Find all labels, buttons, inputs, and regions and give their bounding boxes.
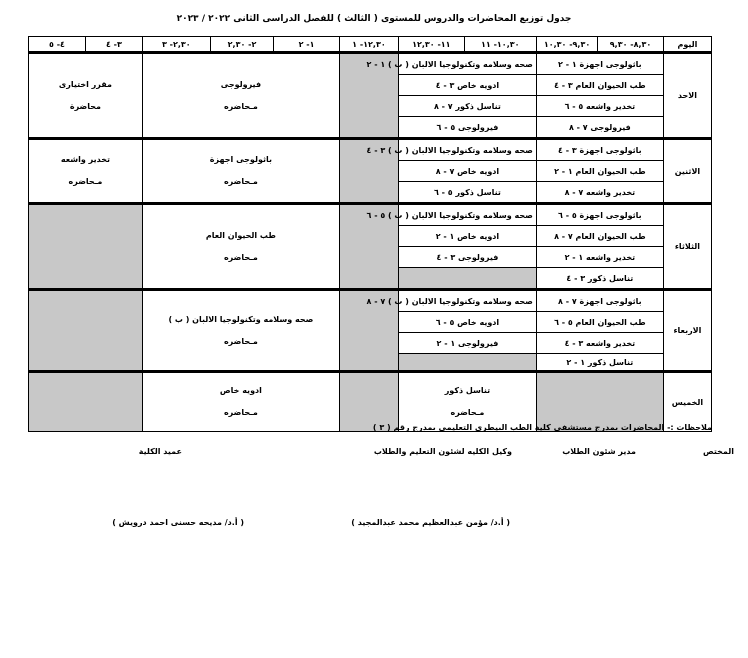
header-slot: ٢- ٢,٣٠ bbox=[210, 37, 273, 53]
empty-cell bbox=[398, 268, 536, 290]
mid-cell: تناسل ذكور ٥ - ٦ bbox=[398, 182, 536, 204]
morning-cell: تخدير واشعه ٥ - ٦ bbox=[536, 96, 663, 117]
schedule-table bbox=[28, 36, 712, 432]
page-title: جدول توزيع المحاضرات والدروس للمستوى ( الثالث ) للفصل الدراسى الثانى ٢٠٢٢ / ٢٠٢٣ bbox=[176, 14, 572, 24]
header-slot: ٢,٣٠- ٣ bbox=[142, 37, 210, 53]
lecture-title: تناسل ذكور bbox=[444, 386, 491, 395]
header-day: اليوم bbox=[663, 37, 711, 53]
mid-cell: فيرولوجى ٥ - ٦ bbox=[398, 117, 536, 139]
lecture-title: مقرر اختيارى bbox=[58, 79, 112, 89]
header-slot: ٨,٣٠- ٩,٣٠ bbox=[598, 37, 664, 53]
dean-name: ( أ.د/ مديحه حسنى احمد درويش ) bbox=[112, 518, 244, 527]
header-slot: ١- ٢ bbox=[274, 37, 340, 53]
lecture-cell bbox=[142, 139, 339, 204]
morning-cell: طب الحيوان العام ٧ - ٨ bbox=[536, 226, 663, 247]
signature-vice-dean: وكيل الكليه لشئون التعليم والطلاب bbox=[373, 447, 512, 456]
morning-cell: باثولوجى اجهزة ٧ - ٨ bbox=[536, 290, 663, 312]
lecture-cell bbox=[29, 139, 143, 204]
vice-dean-name: ( أ.د/ مؤمن عبدالعظيم محمد عبدالمجيد ) bbox=[351, 518, 510, 527]
morning-cell: طب الحيوان العام ٥ - ٦ bbox=[536, 312, 663, 333]
notes-text: المحاضرات بمدرج مستشفى كلية الطب البيطرى التعليمى بمدرج رقم ( ٣ ) bbox=[372, 423, 665, 432]
lecture-title: ادويه خاص bbox=[219, 386, 262, 395]
lecture-cell bbox=[142, 290, 339, 372]
day-thursday: الخميس bbox=[663, 372, 711, 432]
lecture-cell bbox=[142, 53, 339, 139]
morning-cell: باثولوجى اجهزة ٥ - ٦ bbox=[536, 204, 663, 226]
empty-cell bbox=[398, 354, 536, 372]
mid-cell: ادويه خاص ٧ - ٨ bbox=[398, 161, 536, 182]
morning-cell: طب الحيوان العام ١ - ٢ bbox=[536, 161, 663, 182]
day-monday: الاثنين bbox=[663, 139, 711, 204]
morning-cell: تخدير واشعه ٣ - ٤ bbox=[536, 333, 663, 354]
lecture-title: صحه وسلامه وتكنولوجيا الالبان ( ب ) bbox=[168, 314, 314, 324]
lecture-type: مـحاضره bbox=[450, 408, 485, 417]
lecture-cell bbox=[142, 204, 339, 290]
header-slot: ١٠,٣٠- ١١ bbox=[464, 37, 536, 53]
morning-cell: باثولوجى اجهزة ١ - ٢ bbox=[536, 53, 663, 75]
lecture-type: مـحاضره bbox=[223, 336, 258, 346]
mid-cell: صحه وسلامه وتكنولوجيا الالبان ( ب ) ١ - ٢ bbox=[398, 53, 536, 75]
mid-cell: صحه وسلامه وتكنولوجيا الالبان ( ب ) ٧ - ٨ bbox=[398, 290, 536, 312]
morning-cell: طب الحيوان العام ٣ - ٤ bbox=[536, 75, 663, 96]
morning-cell: باثولوجى اجهزة ٣ - ٤ bbox=[536, 139, 663, 161]
morning-cell: فيرولوجى ٧ - ٨ bbox=[536, 117, 663, 139]
monday-row bbox=[29, 139, 712, 161]
header-slot: ١١- ١٢,٣٠ bbox=[398, 37, 464, 53]
morning-cell: تخدير واشعه ١ - ٢ bbox=[536, 247, 663, 268]
lecture-title: باثولوجى اجهزة bbox=[209, 155, 272, 164]
mid-cell: فيرولوجى ١ - ٢ bbox=[398, 333, 536, 354]
empty-cell bbox=[29, 290, 143, 372]
tuesday-row bbox=[29, 204, 712, 226]
lecture-type: مـحاضره bbox=[223, 177, 258, 186]
morning-cell: تناسل ذكور ١ - ٢ bbox=[536, 354, 663, 372]
mid-cell: ادويه خاص ٥ - ٦ bbox=[398, 312, 536, 333]
lecture-title: طب الحيوان العام bbox=[205, 230, 276, 240]
lecture-title: فيرولوجى bbox=[220, 79, 262, 89]
lecture-title: تخدير واشعه bbox=[60, 155, 110, 164]
day-wednesday: الاربعاء bbox=[663, 290, 711, 372]
lecture-cell bbox=[29, 53, 143, 139]
day-sunday: الاحد bbox=[663, 53, 711, 139]
morning-cell: تناسل ذكور ٣ - ٤ bbox=[536, 268, 663, 290]
mid-cell: ادويه خاص ١ - ٢ bbox=[398, 226, 536, 247]
day-tuesday: الثلاثاء bbox=[663, 204, 711, 290]
header-slot: ٣- ٤ bbox=[85, 37, 142, 53]
lecture-type: محاضرة bbox=[69, 101, 102, 111]
wednesday-row bbox=[29, 290, 712, 312]
mid-cell: صحه وسلامه وتكنولوجيا الالبان ( ب ) ٣ - ٤ bbox=[398, 139, 536, 161]
mid-cell: صحه وسلامه وتكنولوجيا الالبان ( ب ) ٥ - ٦ bbox=[398, 204, 536, 226]
signature-dean: عميد الكلية bbox=[138, 447, 182, 456]
lecture-type: مـحاضره bbox=[68, 177, 103, 186]
header-slot: ٩,٣٠- ١٠,٣٠ bbox=[536, 37, 597, 53]
mid-cell: تناسل ذكور ٧ - ٨ bbox=[398, 96, 536, 117]
lecture-type: مـحاضره bbox=[223, 252, 258, 262]
mid-cell: فيرولوجى ٣ - ٤ bbox=[398, 247, 536, 268]
morning-cell: تخدير واشعه ٧ - ٨ bbox=[536, 182, 663, 204]
header-slot: ٤- ٥ bbox=[29, 37, 86, 53]
sunday-row bbox=[29, 53, 712, 75]
empty-cell bbox=[29, 204, 143, 290]
signature-student-affairs: مدير شئون الطلاب bbox=[562, 447, 636, 456]
notes-label: ملاحظات :- bbox=[667, 423, 712, 432]
mid-cell: ادويه خاص ٣ - ٤ bbox=[398, 75, 536, 96]
header-row bbox=[29, 37, 712, 53]
header-slot: ١٢,٣٠- ١ bbox=[339, 37, 398, 53]
signature-specialist: المختص bbox=[702, 447, 734, 456]
lecture-type: مـحاضره bbox=[223, 101, 258, 111]
lecture-type: مـحاضره bbox=[223, 408, 258, 417]
notes bbox=[28, 423, 712, 432]
